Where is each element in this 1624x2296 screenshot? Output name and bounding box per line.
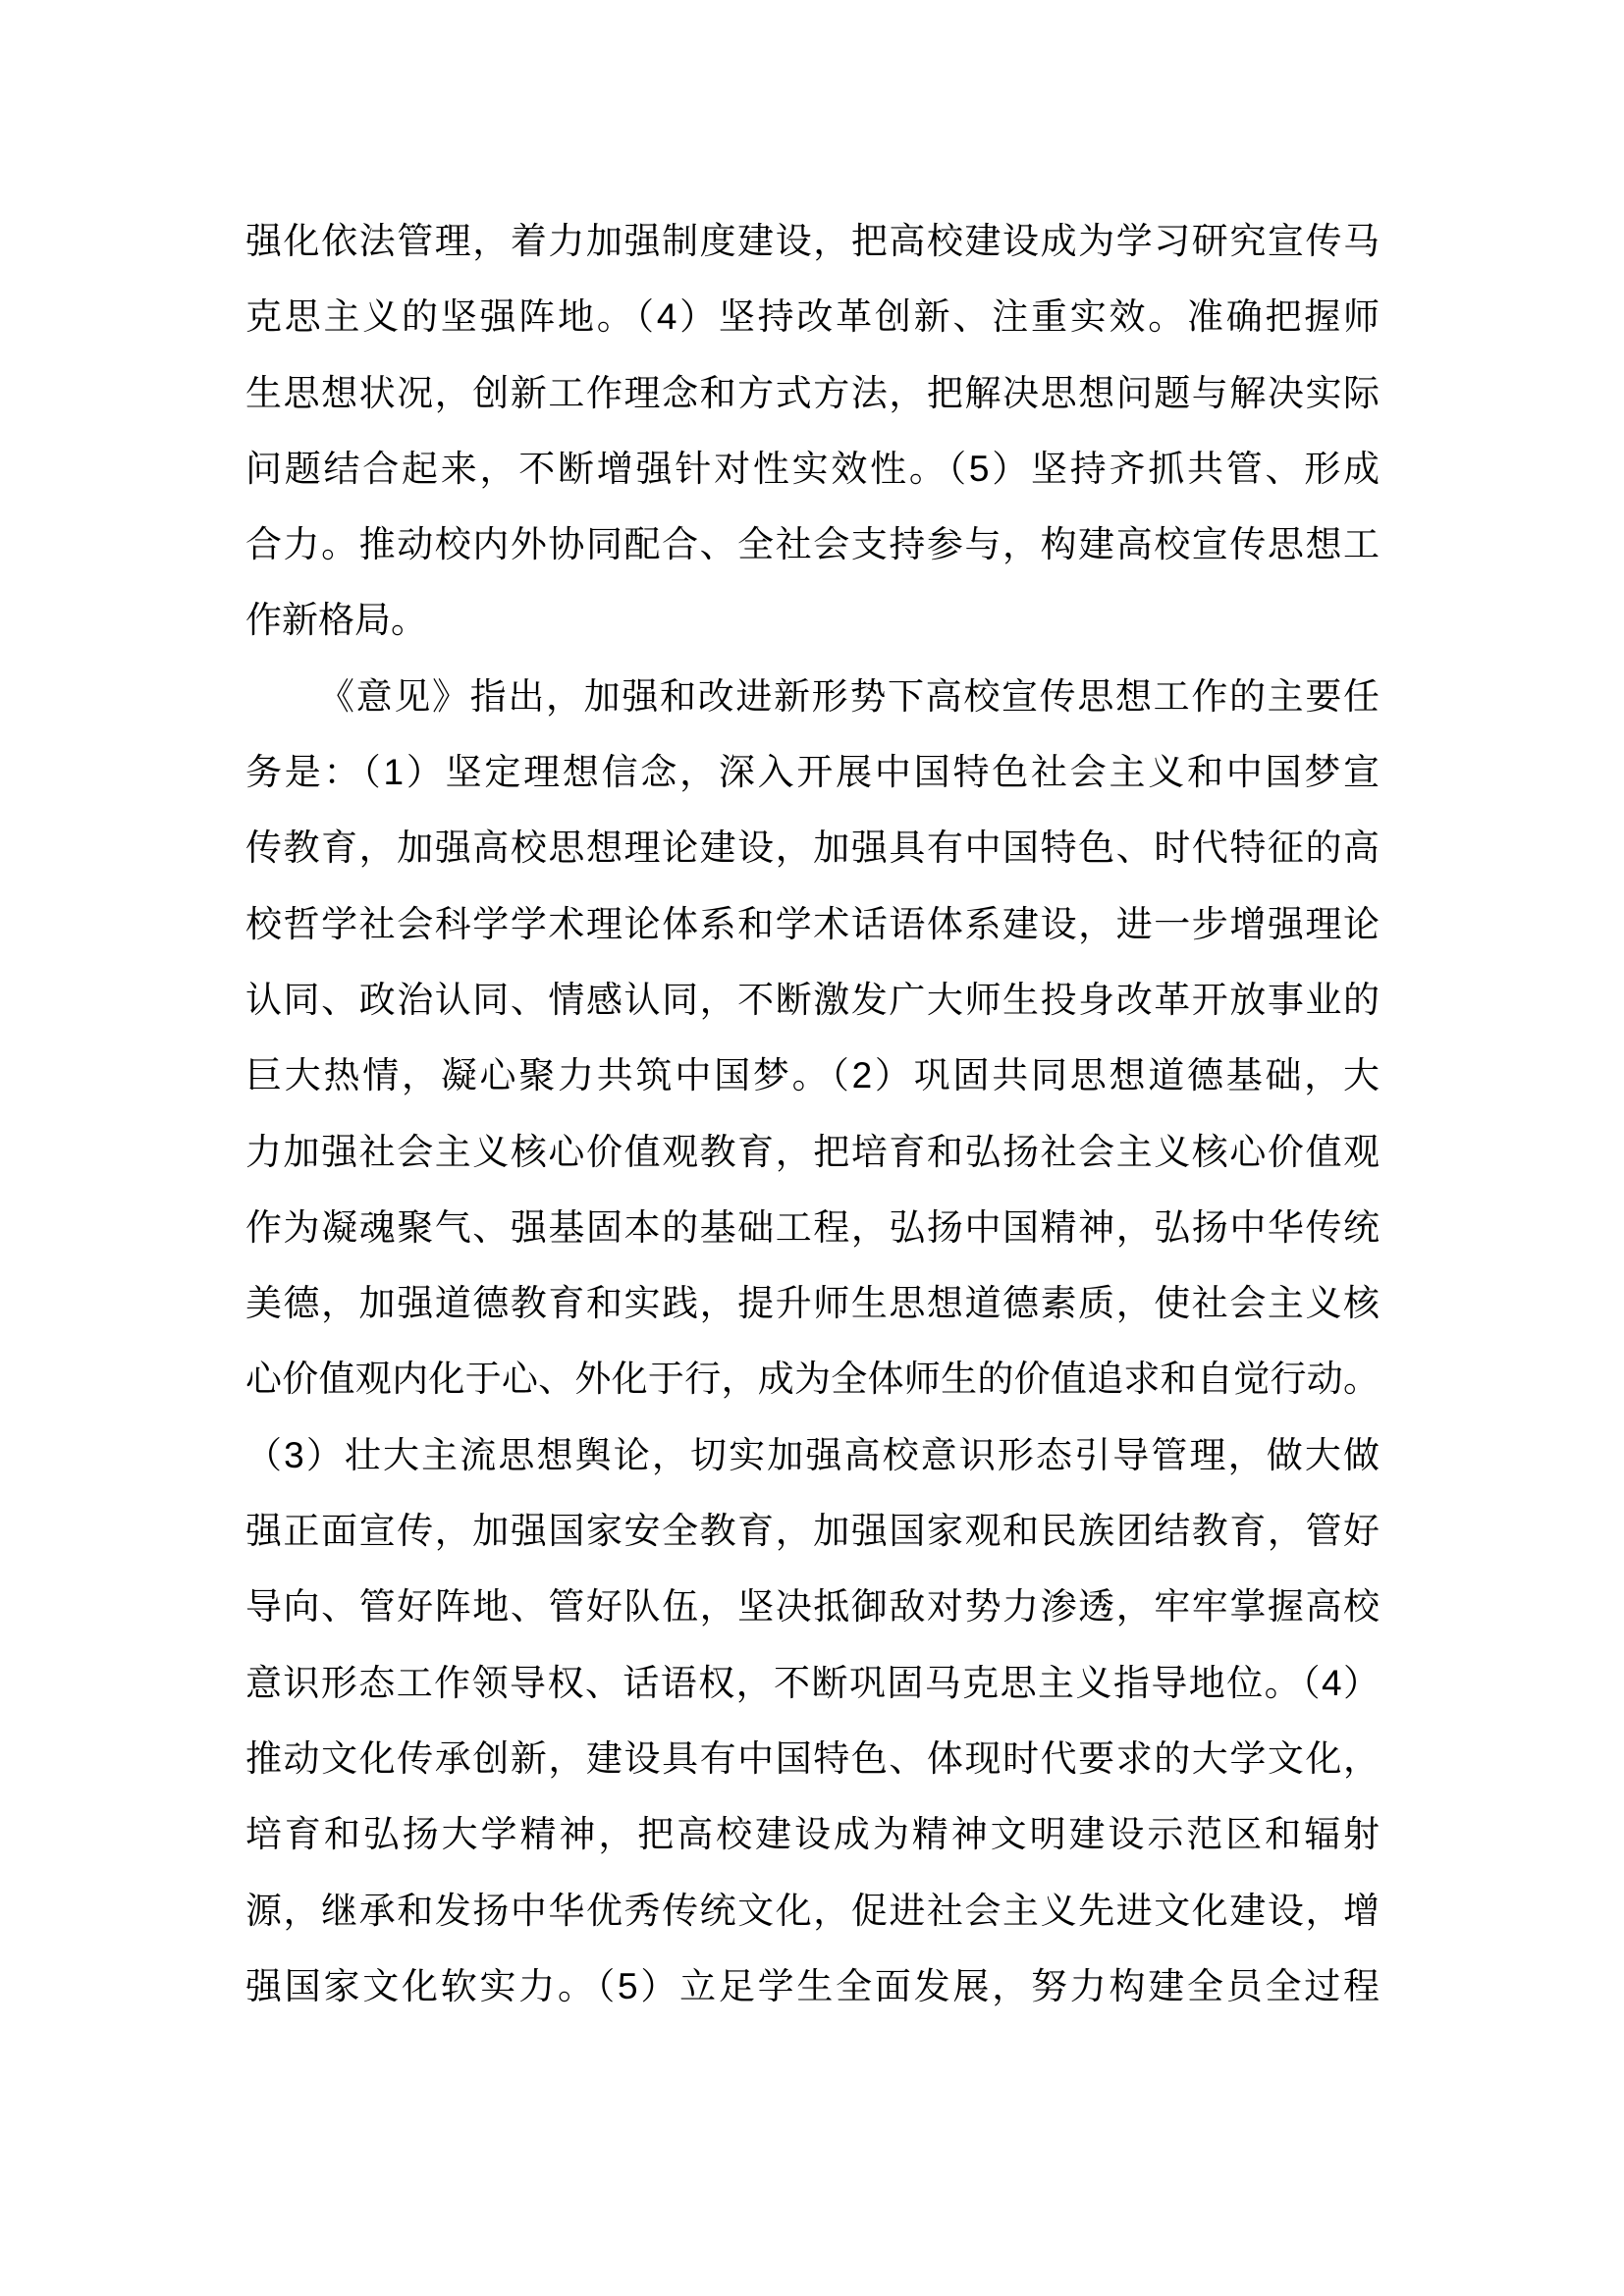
text-line: 传教育，加强高校思想理论建设，加强具有中国特色、时代特征的高	[245, 828, 1380, 869]
text-line: 问题结合起来，不断增强针对性实效性。（5）坚持齐抓共管、形成	[245, 448, 1380, 489]
text-line: 导向、管好阵地、管好队伍，坚决抵御敌对势力渗透，牢牢掌握高校	[245, 1586, 1380, 1628]
text-line: 克思主义的坚强阵地。（4）坚持改革创新、注重实效。准确把握师	[245, 296, 1380, 338]
text-line: 巨大热情，凝心聚力共筑中国梦。（2）巩固共同思想道德基础，大	[245, 1055, 1380, 1096]
text-line: 合力。推动校内外协同配合、全社会支持参与，构建高校宣传思想工	[245, 524, 1380, 565]
text-line: 推动文化传承创新，建设具有中国特色、体现时代要求的大学文化，	[245, 1737, 1380, 1779]
text-line: 作为凝魂聚气、强基固本的基础工程，弘扬中国精神，弘扬中华传统	[245, 1206, 1380, 1248]
text-line: 务是：（1）坚定理想信念，深入开展中国特色社会主义和中国梦宣	[245, 752, 1380, 793]
text-line: 认同、政治认同、情感认同，不断激发广大师生投身改革开放事业的	[245, 979, 1380, 1020]
text-line: 强化依法管理，着力加强制度建设，把高校建设成为学习研究宣传马	[245, 221, 1380, 261]
text-line: 源，继承和发扬中华优秀传统文化，促进社会主义先进文化建设，增	[245, 1890, 1380, 1931]
text-line: 力加强社会主义核心价值观教育，把培育和弘扬社会主义核心价值观	[245, 1131, 1380, 1172]
paragraph	[245, 203, 1380, 659]
text-line: 强国家文化软实力。（5）立足学生全面发展，努力构建全员全过程	[245, 1965, 1380, 2006]
text-line: 《意见》指出，加强和改进新形势下高校宣传思想工作的主要任	[318, 675, 1380, 717]
text-line: 作新格局。	[245, 600, 427, 641]
text-line: 心价值观内化于心、外化于行，成为全体师生的价值追求和自觉行动。	[245, 1359, 1380, 1400]
text-line: （3）壮大主流思想舆论，切实加强高校意识形态引导管理，做大做	[245, 1434, 1380, 1475]
text-line: 意识形态工作领导权、话语权，不断巩固马克思主义指导地位。（4）	[245, 1662, 1380, 1703]
text-line: 强正面宣传，加强国家安全教育，加强国家观和民族团结教育，管好	[245, 1511, 1380, 1552]
text-line: 校哲学社会科学学术理论体系和学术话语体系建设，进一步增强理论	[245, 903, 1380, 944]
text-line: 培育和弘扬大学精神，把高校建设成为精神文明建设示范区和辐射	[245, 1814, 1380, 1855]
text-line: 生思想状况，创新工作理念和方式方法，把解决思想问题与解决实际	[245, 372, 1380, 413]
document-text-block	[245, 203, 1380, 2024]
text-line: 美德，加强道德教育和实践，提升师生思想道德素质，使社会主义核	[245, 1283, 1380, 1324]
paragraph	[245, 659, 1380, 2024]
